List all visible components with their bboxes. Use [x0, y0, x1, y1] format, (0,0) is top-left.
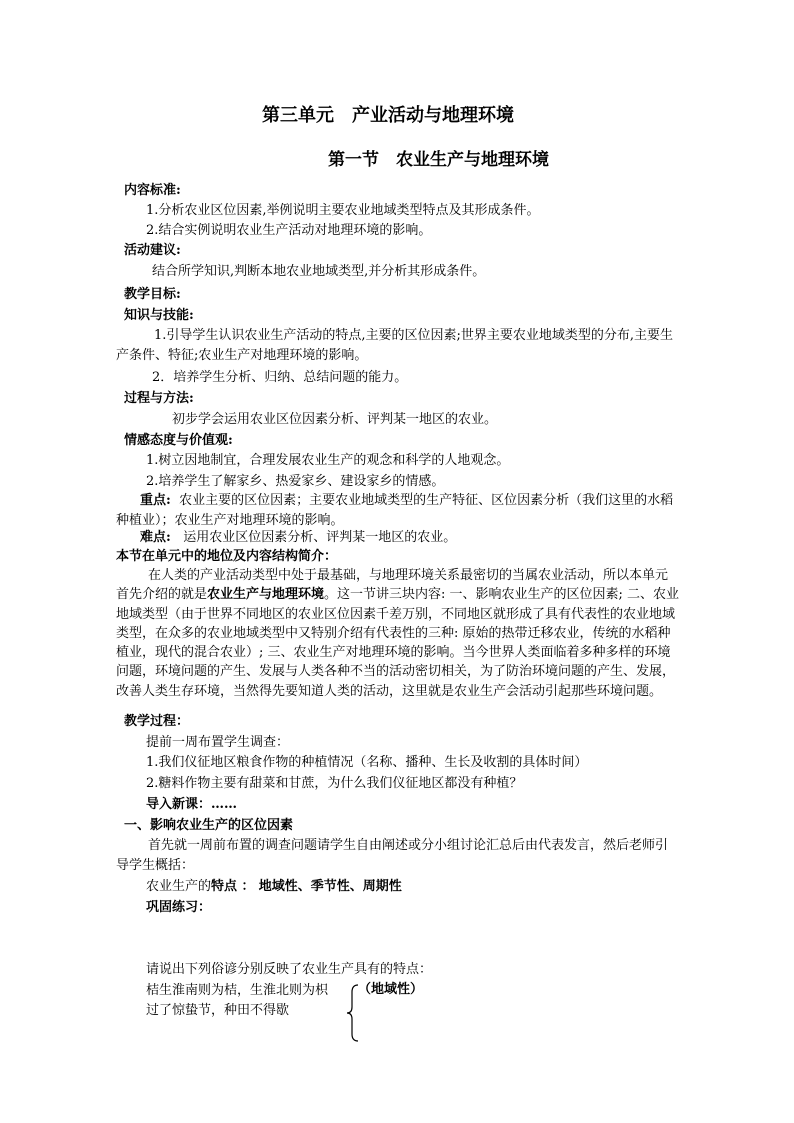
key-points	[116, 491, 680, 531]
features-bold: 特点 ：	[211, 879, 255, 894]
content-standard-item-2: 2.结合实例说明农业生产活动对地理环境的影响。	[146, 223, 432, 238]
activity-heading: 活动建议:	[124, 243, 181, 258]
position-paragraph	[116, 566, 680, 701]
survey-intro: 提前一周布置学生调查：	[146, 735, 290, 750]
teaching-process-heading: 教学过程：	[124, 714, 190, 729]
part-one-text-body: 首先就一周前布置的调查问题请学生自由阐述或分小组讨论汇总后由代表发言，然后老师引导学生概括：	[116, 838, 669, 873]
page-title: 第三单元 产业活动与地理环境	[262, 105, 514, 126]
knowledge-item-2: 2．培养学生分析、归纳、总结问题的能力。	[152, 370, 408, 385]
proverb-1: 桔生淮南则为桔，生淮北则为枳	[146, 983, 329, 998]
difficult-points-label: 难点:	[140, 530, 171, 545]
difficult-points	[140, 528, 456, 548]
knowledge-item-1	[116, 326, 680, 366]
knowledge-item-1-text: 1.引导学生认识农业生产活动的特点,主要的区位因素;世界主要农业地域类型的分布,主要生产条件、特征;农业生产对地理环境的影响。	[116, 328, 674, 363]
exercise-answer: （地域性）	[358, 982, 424, 997]
features-values: 地域性、季节性、周期性	[258, 879, 402, 894]
proverb-2: 过了惊蛰节，种田不得歇	[146, 1003, 290, 1018]
attitude-heading: 情感态度与价值观:	[124, 433, 233, 448]
part-one-text	[116, 836, 680, 876]
key-points-text: 农业主要的区位因素；主要农业地域类型的生产特征、区位因素分析（我们这里的水稻种植业）；农业生产对地理环境的影响。	[116, 493, 674, 528]
lesson-intro: 导入新课：……	[146, 797, 238, 812]
section-title: 第一节 农业生产与地理环境	[328, 150, 549, 170]
process-text: 初步学会运用农业区位因素分析、评判某一地区的农业。	[172, 412, 498, 427]
features-line	[146, 877, 402, 897]
position-heading: 本节在单元中的地位及内容结构简介：	[116, 549, 338, 564]
content-standard-heading: 内容标准:	[124, 183, 181, 198]
part-one-heading: 一、影响农业生产的区位因素	[124, 818, 294, 833]
content-standard-item-1: 1.分析农业区位因素,举例说明主要农业地域类型特点及其形成条件。	[146, 203, 540, 218]
survey-item-2: 2.糖料作物主要有甜菜和甘蔗，为什么我们仪征地区都没有种植？	[146, 776, 523, 791]
key-points-label: 重点:	[140, 493, 171, 508]
exercise-prompt: 请说出下列俗谚分别反映了农业生产具有的特点：	[146, 962, 433, 977]
position-text-bold: 农业生产与地理环境	[207, 587, 325, 603]
features-label: 农业生产的	[146, 879, 212, 894]
knowledge-heading: 知识与技能:	[124, 308, 194, 323]
difficult-points-text: 运用农业区位因素分析、评判某一地区的农业。	[183, 530, 457, 545]
attitude-item-1: 1.树立因地制宜，合理发展农业生产的观念和科学的人地观念。	[146, 453, 510, 468]
goals-heading: 教学目标:	[124, 287, 181, 302]
process-heading: 过程与方法:	[124, 391, 194, 406]
practice-heading: 巩固练习：	[146, 900, 212, 915]
position-text-a: 在人类的产业活动类型中处于最基础，与地理环境关系最密切的当属农业活动，所以本单元首先介绍的就是	[116, 568, 669, 603]
survey-item-1: 1.我们仪征地区粮食作物的种植情况（名称、播种、生长及收割的具体时间）	[146, 755, 588, 770]
attitude-item-2: 2.培养学生了解家乡、热爱家乡、建设家乡的情感。	[146, 474, 445, 489]
position-text-b: 。这一节讲三块内容: 一、影响农业生产的区位因素; 二、农业地域类型（由于世界不同地区的农业区位因素千差万别，不同地区就形成了具有代表性的农业地域类型，在众多的农业地域类型中又特别介绍有代表性的三种: 原始的热带迁移农业，传统的水稻种植业，现代的混合农业）; 三、农业生产对地理环境的影响。当今世界人类面临着多种多样的环境问题，环境问题的产生、发展与人类各种不当的活动密切相关，为了防治环境问题的产生、发展，改善人类生存环境，当然得先要知道人类的活动，这里就是农业生产会活动引起那些环境问题。	[116, 587, 680, 699]
activity-text: 结合所学知识,判断本地农业地域类型,并分析其形成条件。	[152, 264, 486, 279]
